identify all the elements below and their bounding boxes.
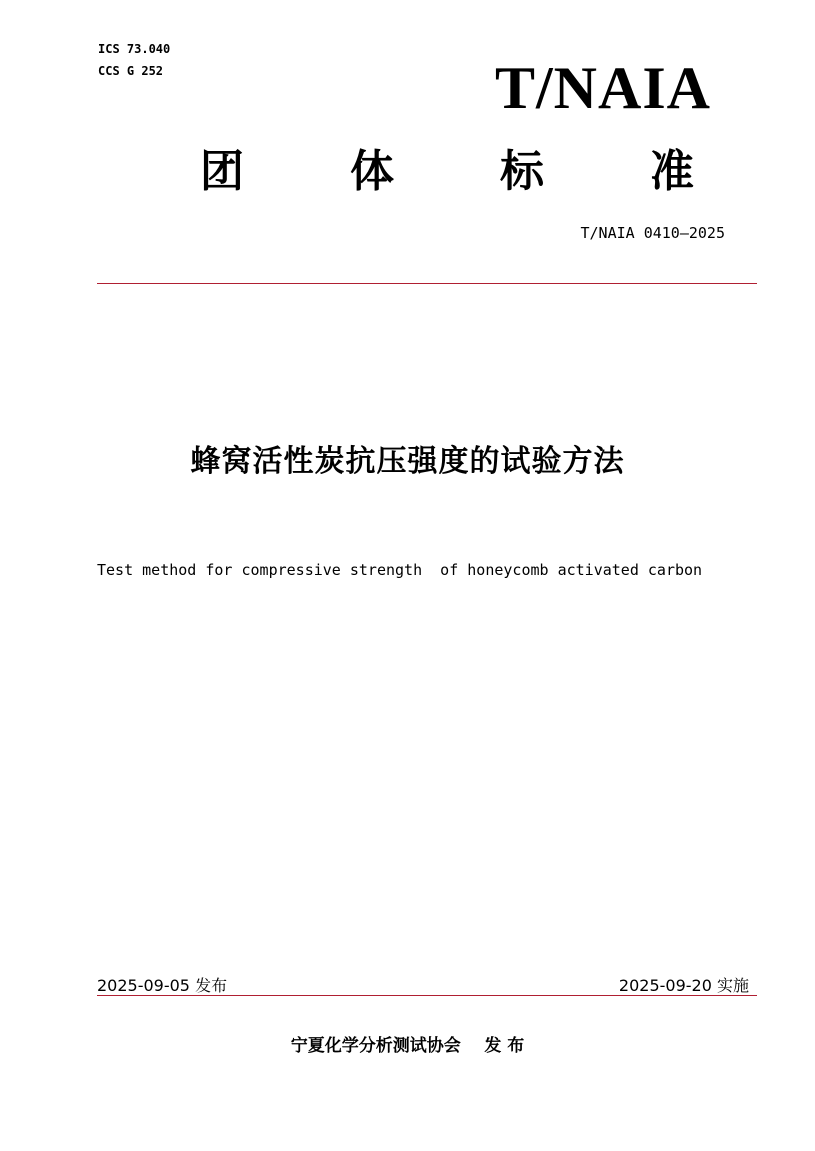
standard-type-char: 体 (350, 146, 394, 197)
document-title-en: Test method for compressive strength of honeycomb activated carbon (97, 561, 703, 579)
implement-date: 2025-09-20 实施 (618, 976, 749, 995)
ccs-code: CCS G 252 (98, 64, 164, 78)
publisher: 宁夏化学分析测试协会 发 布 (290, 1036, 525, 1056)
standard-type-char: 准 (650, 146, 694, 197)
standard-type-char: 团 (200, 146, 244, 197)
standard-type-char: 标 (500, 146, 544, 197)
standard-type (200, 146, 694, 197)
bottom-divider (97, 995, 757, 996)
brand-logo-text: T/NAIA (494, 55, 711, 121)
publish-date: 2025-09-05 发布 (97, 976, 228, 995)
document-title-cn: 蜂窝活性炭抗压强度的试验方法 (190, 444, 625, 479)
top-divider (97, 283, 757, 284)
ics-code: ICS 73.040 (98, 42, 171, 56)
standard-number: T/NAIA 0410—2025 (580, 224, 725, 242)
